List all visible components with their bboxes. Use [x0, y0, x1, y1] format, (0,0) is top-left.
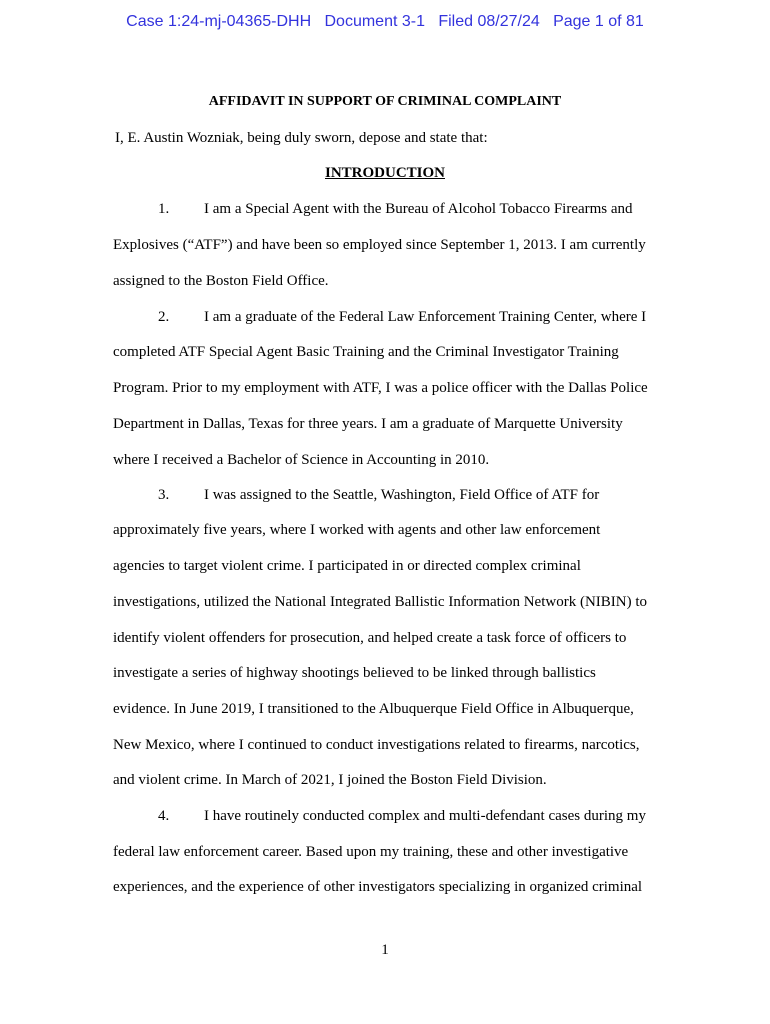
paragraph-line: agencies to target violent crime. I participated in or directed complex criminal — [113, 558, 581, 574]
case-header — [0, 13, 770, 31]
paragraph-line: Department in Dallas, Texas for three years. I am a graduate of Marquette University — [113, 416, 623, 432]
paragraph-line: approximately five years, where I worked with agents and other law enforcement — [113, 522, 601, 538]
document-number: Document 3-1 — [324, 13, 425, 30]
paragraph-line: evidence. In June 2019, I transitioned to the Albuquerque Field Office in Albuquerque, — [113, 701, 634, 717]
paragraph-number: 2. — [158, 309, 170, 325]
case-number: Case 1:24-mj-04365-DHH — [126, 13, 312, 30]
paragraph-number: 1. — [158, 201, 170, 217]
paragraph-line: investigations, utilized the National Integrated Ballistic Information Network (NIBIN) to — [113, 594, 648, 610]
paragraph-line: Program. Prior to my employment with ATF, I was a police officer with the Dallas Police — [113, 380, 648, 396]
paragraph-line: federal law enforcement career. Based upon my training, these and other investigative — [113, 844, 629, 860]
paragraph-line: New Mexico, where I continued to conduct investigations related to firearms, narcotics, — [113, 737, 640, 753]
paragraph-line: I have routinely conducted complex and multi-defendant cases during my — [204, 808, 646, 824]
paragraph-line: and violent crime. In March of 2021, I joined the Boston Field Division. — [113, 772, 547, 788]
paragraph-line: investigate a series of highway shootings believed to be linked through ballistics — [113, 665, 596, 681]
paragraph-line: I am a Special Agent with the Bureau of Alcohol Tobacco Firearms and — [204, 201, 633, 217]
paragraph-line: completed ATF Special Agent Basic Training and the Criminal Investigator Training — [113, 344, 619, 360]
page-count: Page 1 of 81 — [553, 13, 644, 30]
paragraph-number: 3. — [158, 487, 170, 503]
paragraph-line: experiences, and the experience of other investigators specializing in organized criminal — [113, 879, 643, 895]
paragraph-line: identify violent offenders for prosecution, and helped create a task force of officers to — [113, 630, 627, 646]
section-heading: INTRODUCTION — [324, 165, 445, 181]
paragraph-line: I am a graduate of the Federal Law Enforcement Training Center, where I — [204, 309, 647, 325]
paragraph-line: assigned to the Boston Field Office. — [113, 273, 329, 289]
affiant-statement: I, E. Austin Wozniak, being duly sworn, depose and state that: — [115, 130, 488, 146]
filed-date: Filed 08/27/24 — [438, 13, 540, 30]
paragraph-line: where I received a Bachelor of Science in Accounting in 2010. — [113, 452, 490, 468]
paragraph-line: Explosives (“ATF”) and have been so employed since September 1, 2013. I am currently — [113, 237, 646, 253]
document-title: AFFIDAVIT IN SUPPORT OF CRIMINAL COMPLAINT — [208, 94, 562, 109]
page-number: 1 — [381, 942, 389, 958]
paragraph-number: 4. — [158, 808, 170, 824]
paragraph-line: I was assigned to the Seattle, Washington, Field Office of ATF for — [204, 487, 600, 503]
